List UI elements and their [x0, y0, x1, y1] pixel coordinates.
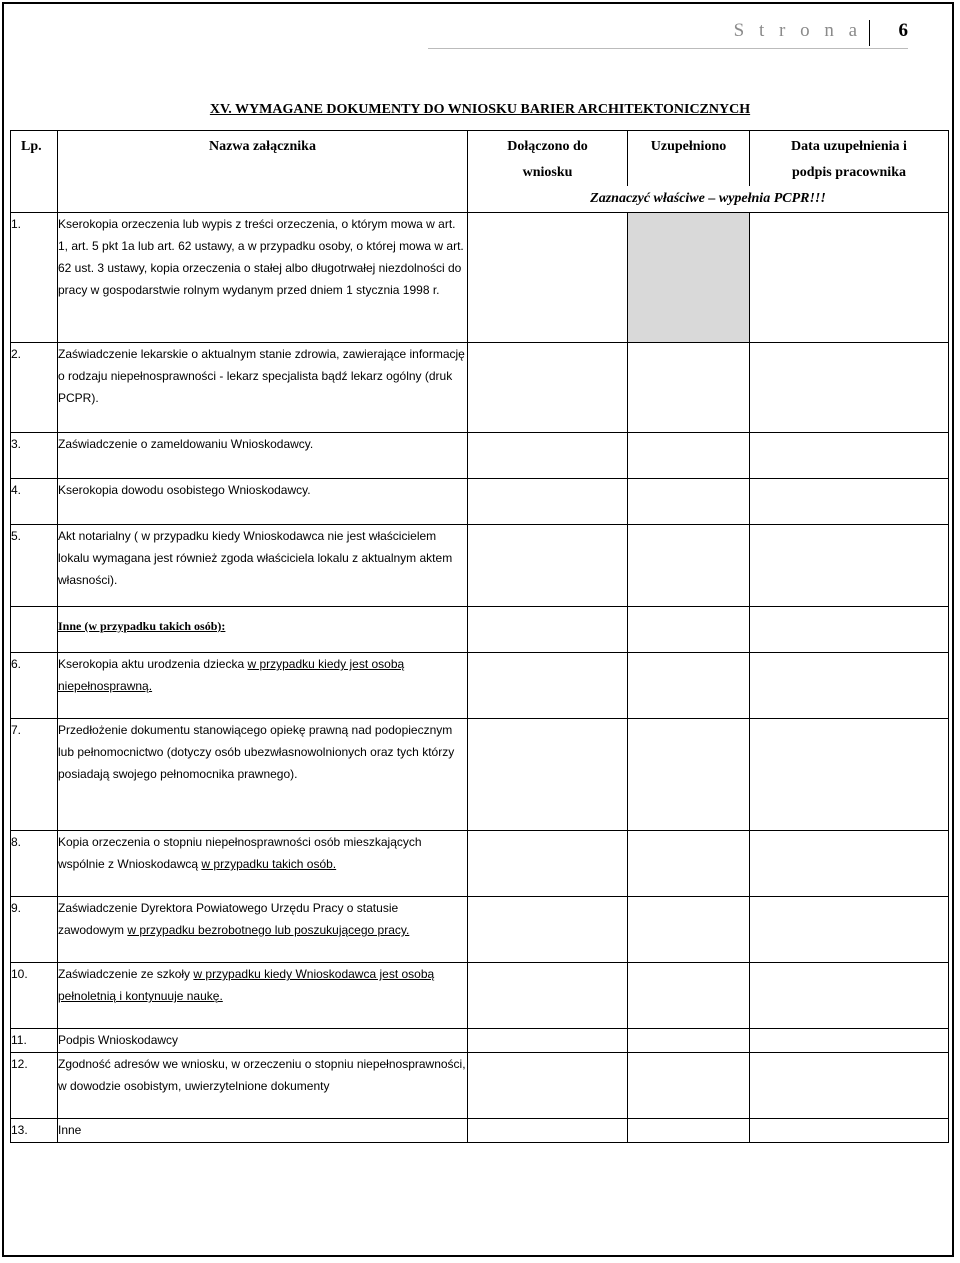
- row-description: [58, 831, 468, 897]
- row-number: 2.: [11, 343, 58, 433]
- description-text: Przedłożenie dokumentu stanowiącego opiekę prawną nad podopiecznym lub pełnomocnictwo (dotyczy osób ubezwłasnowolnionych oraz tych którzy posiadają swojego pełnomocnika prawnego).: [58, 723, 455, 781]
- description-text: Kserokopia dowodu osobistego Wnioskodawcy.: [58, 483, 311, 497]
- cell-completed[interactable]: [628, 719, 750, 831]
- description-condition: w przypadku kiedy jest osobą niepełnosprawną.: [58, 657, 405, 693]
- column-date: Data uzupełnienia i podpis pracownika: [750, 131, 949, 187]
- description-text: Kserokopia aktu urodzenia dziecka: [58, 657, 248, 671]
- cell-date[interactable]: [750, 1119, 949, 1143]
- section-row: [11, 607, 949, 653]
- table-row: [11, 831, 949, 897]
- row-number: 7.: [11, 719, 58, 831]
- cell-date[interactable]: [750, 963, 949, 1029]
- row-number: 10.: [11, 963, 58, 1029]
- cell-completed[interactable]: [628, 213, 750, 343]
- cell-attached[interactable]: [468, 831, 628, 897]
- cell-attached[interactable]: [468, 653, 628, 719]
- cell-completed[interactable]: [628, 1029, 750, 1053]
- page-number: 6: [898, 20, 908, 41]
- row-description: [58, 343, 468, 433]
- page-header: [428, 20, 908, 49]
- cell-date[interactable]: [750, 607, 949, 653]
- cell-attached[interactable]: [468, 213, 628, 343]
- table-note-row: [11, 186, 949, 213]
- cell-completed[interactable]: [628, 897, 750, 963]
- cell-completed[interactable]: [628, 831, 750, 897]
- cell-date[interactable]: [750, 479, 949, 525]
- row-description: [58, 719, 468, 831]
- column-lp: Lp.: [11, 131, 58, 187]
- description-text: Zaświadczenie Dyrektora Powiatowego Urzędu Pracy o statusie zawodowym: [58, 901, 399, 937]
- cell-attached[interactable]: [468, 433, 628, 479]
- cell-date[interactable]: [750, 525, 949, 607]
- row-description: [58, 479, 468, 525]
- fill-note: Zaznaczyć właściwe – wypełnia PCPR!!!: [468, 186, 949, 213]
- column-name: Nazwa załącznika: [58, 131, 468, 187]
- description-condition: w przypadku takich osób.: [201, 857, 337, 871]
- table-row: [11, 1029, 949, 1053]
- table-row: [11, 213, 949, 343]
- table-row: [11, 897, 949, 963]
- row-number: 4.: [11, 479, 58, 525]
- row-description: [58, 897, 468, 963]
- cell-completed[interactable]: [628, 525, 750, 607]
- cell-completed[interactable]: [628, 1119, 750, 1143]
- row-description: [58, 213, 468, 343]
- row-number: 8.: [11, 831, 58, 897]
- row-number: 13.: [11, 1119, 58, 1143]
- row-description: [58, 433, 468, 479]
- table-row: [11, 963, 949, 1029]
- cell-attached[interactable]: [468, 897, 628, 963]
- description-text: Zaświadczenie o zameldowaniu Wnioskodawcy.: [58, 437, 314, 451]
- table-row: [11, 719, 949, 831]
- cell-completed[interactable]: [628, 433, 750, 479]
- table-row: [11, 653, 949, 719]
- description-condition: w przypadku bezrobotnego lub poszukującego pracy.: [127, 923, 410, 937]
- table-row: [11, 479, 949, 525]
- row-number: 9.: [11, 897, 58, 963]
- header-separator: [869, 20, 870, 46]
- row-description: [58, 1029, 468, 1053]
- description-text: Inne: [58, 1123, 82, 1137]
- cell-date[interactable]: [750, 897, 949, 963]
- description-text: Akt notarialny ( w przypadku kiedy Wnioskodawca nie jest właścicielem lokalu wymagana jest również zgoda właściciela lokalu z aktualnym aktem własności).: [58, 529, 453, 587]
- row-number: 12.: [11, 1053, 58, 1119]
- cell-date[interactable]: [750, 343, 949, 433]
- cell-completed[interactable]: [628, 607, 750, 653]
- documents-table: [10, 130, 949, 1143]
- description-text: Zgodność adresów we wniosku, w orzeczeniu o stopniu niepełnosprawności, w dowodzie osobistym, uwierzytelnione dokumenty: [58, 1057, 466, 1093]
- cell-attached[interactable]: [468, 607, 628, 653]
- cell-completed[interactable]: [628, 1053, 750, 1119]
- description-text: Zaświadczenie lekarskie o aktualnym stanie zdrowia, zawierające informację o rodzaju niepełnosprawności - lekarz specjalista bądź lekarz ogólny (druk PCPR).: [58, 347, 465, 405]
- row-number: [11, 607, 58, 653]
- page-label: S t r o n a: [733, 20, 862, 41]
- row-description: [58, 1119, 468, 1143]
- cell-date[interactable]: [750, 213, 949, 343]
- column-completed: Uzupełniono: [628, 131, 750, 187]
- description-text: Zaświadczenie ze szkoły: [58, 967, 194, 981]
- cell-attached[interactable]: [468, 1029, 628, 1053]
- description-text: Podpis Wnioskodawcy: [58, 1033, 179, 1047]
- cell-date[interactable]: [750, 1053, 949, 1119]
- cell-attached[interactable]: [468, 1053, 628, 1119]
- row-number: 11.: [11, 1029, 58, 1053]
- table-row: [11, 433, 949, 479]
- cell-attached[interactable]: [468, 963, 628, 1029]
- table-header-row: [11, 131, 949, 187]
- cell-attached[interactable]: [468, 1119, 628, 1143]
- cell-attached[interactable]: [468, 343, 628, 433]
- section-label: Inne (w przypadku takich osób):: [58, 607, 468, 653]
- row-number: 5.: [11, 525, 58, 607]
- cell-date[interactable]: [750, 1029, 949, 1053]
- cell-attached[interactable]: [468, 525, 628, 607]
- cell-attached[interactable]: [468, 479, 628, 525]
- cell-date[interactable]: [750, 831, 949, 897]
- cell-completed[interactable]: [628, 963, 750, 1029]
- description-text: Kserokopia orzeczenia lub wypis z treści orzeczenia, o którym mowa w art. 1, art. 5 pkt 1a lub art. 62 ustawy, a w przypadku osoby, o której mowa w art. 62 ust. 3 ustawy, kopia orzeczenia o stałej albo długotrwałej niezdolności do pracy w gospodarstwie rolnym wydanym przed dniem 1 stycznia 1998 r.: [58, 217, 464, 297]
- table-row: [11, 1119, 949, 1143]
- section-title: XV. WYMAGANE DOKUMENTY DO WNIOSKU BARIER ARCHITEKTONICZNYCH: [209, 102, 751, 117]
- row-description: [58, 1053, 468, 1119]
- table-row: [11, 343, 949, 433]
- column-attached: Dołączono do wniosku: [468, 131, 628, 187]
- row-number: 3.: [11, 433, 58, 479]
- description-condition: w przypadku kiedy Wnioskodawca jest osobą pełnoletnią i kontynuuje naukę.: [58, 967, 435, 1003]
- description-text: Kopia orzeczenia o stopniu niepełnosprawności osób mieszkających wspólnie z Wnioskodawcą: [58, 835, 422, 871]
- row-description: [58, 525, 468, 607]
- cell-completed[interactable]: [628, 653, 750, 719]
- cell-completed[interactable]: [628, 343, 750, 433]
- row-description: [58, 653, 468, 719]
- cell-date[interactable]: [750, 433, 949, 479]
- row-description: [58, 963, 468, 1029]
- cell-completed[interactable]: [628, 479, 750, 525]
- row-number: 1.: [11, 213, 58, 343]
- row-number: 6.: [11, 653, 58, 719]
- table-row: [11, 525, 949, 607]
- table-row: [11, 1053, 949, 1119]
- cell-date[interactable]: [750, 653, 949, 719]
- cell-attached[interactable]: [468, 719, 628, 831]
- cell-date[interactable]: [750, 719, 949, 831]
